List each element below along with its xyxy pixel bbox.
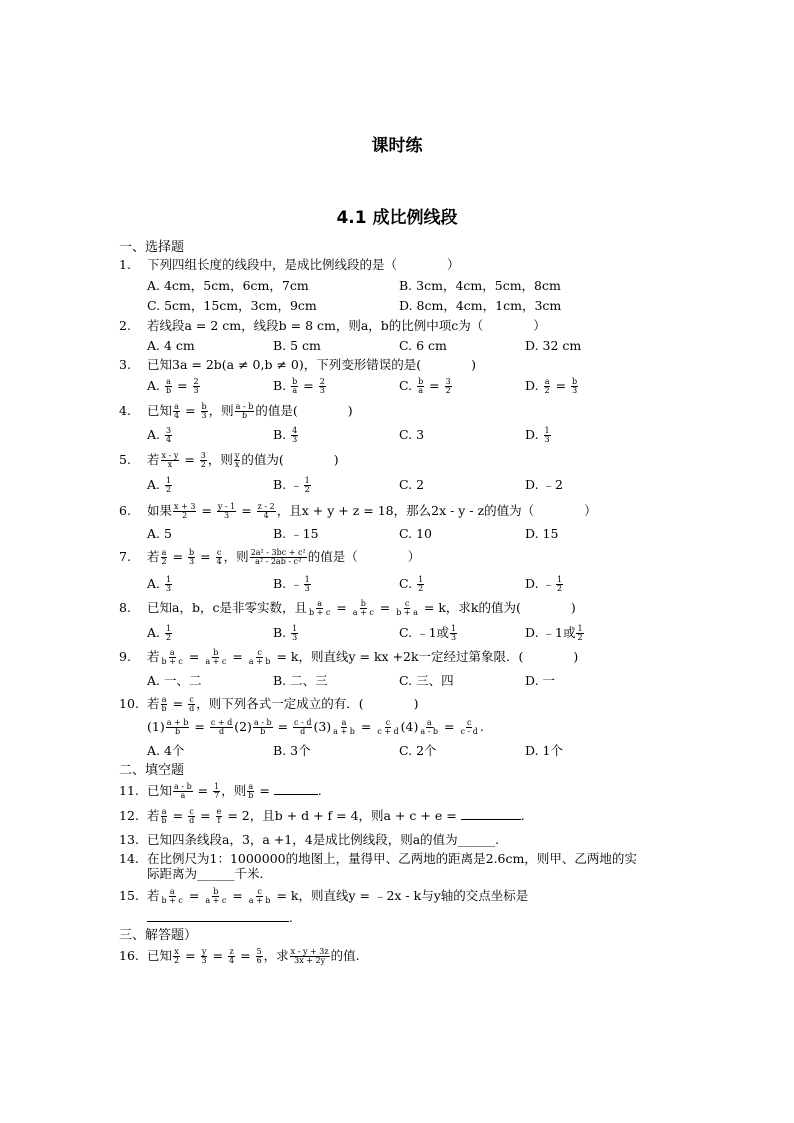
question-number: 10.	[119, 696, 139, 711]
choice-a: A. $\frac{1}{2}$	[147, 476, 172, 494]
section-fill: 二、填空题	[119, 763, 185, 778]
choice-c: C. 10	[399, 526, 432, 541]
choice-a: A. 4个	[147, 743, 185, 758]
choice-c: C. $\frac{b}{a}$ = $\frac{3}{2}$	[399, 377, 451, 395]
question-number: 3.	[119, 357, 131, 372]
choice-d: D. 8cm，4cm，1cm，3cm	[399, 298, 562, 313]
choice-c: C. 6 cm	[399, 338, 447, 353]
choice-c: C. 三、四	[399, 673, 454, 688]
question-number: 14.	[119, 851, 139, 866]
question-number: 8.	[119, 600, 131, 615]
question-stem: 若线段a = 2 cm，线段b = 8 cm，则a，b的比例中项c为（ ）	[147, 318, 546, 333]
question-stem: 若 $\frac{x - y}{x}$ = $\frac{3}{2}$ ，则 $\frac{y}{x}$ 的值为( )	[147, 451, 339, 469]
question-stem: 下列四组长度的线段中，是成比例线段的是（ ）	[147, 257, 460, 272]
question-number: 15.	[119, 888, 139, 903]
question-stem: 已知四条线段a，3，a +1，4是成比例线段，则a的值为______.	[147, 832, 500, 847]
lesson-title: 4.1 成比例线段	[336, 208, 458, 228]
question-number: 2.	[119, 318, 131, 333]
choice-b: B. $\frac{b}{a}$ = $\frac{2}{3}$	[273, 377, 325, 395]
question-stem: 已知 $\frac{a - b}{a}$ = $\frac{1}{7}$ ，则 $\frac{a}{b}$ = .	[147, 782, 322, 800]
question-stem: 若 $\frac{a}{2}$ = $\frac{b}{3}$ = $\frac{c}{4}$ ，则 $\frac{\text{2a² - 3bc + c²}}{\text{a² - 2ab - c²}}$ 的值是（ ）	[147, 548, 421, 566]
question-number: 5.	[119, 452, 131, 467]
choice-d: D. 15	[525, 526, 559, 541]
question-number: 13.	[119, 832, 139, 847]
choice-c: C. ﹣1或 $\frac{1}{3}$	[399, 624, 457, 642]
choice-b: B. 3cm，4cm，5cm，8cm	[399, 278, 561, 293]
choice-b: B. 5 cm	[273, 338, 321, 353]
question-stem: 若 $\frac{a}{b}$ = $\frac{c}{d}$ ，则下列各式一定成立的有．( )	[147, 695, 419, 713]
choice-b: B. $\frac{4}{3}$	[273, 426, 298, 444]
question-stem: 若 $\frac{a}{b + c}$ = $\frac{b}{a + c}$ = $\frac{c}{a + b}$ = k，则直线y = ﹣2x - k与y轴的交点坐标是	[147, 887, 529, 905]
choice-b: B. ﹣ $\frac{1}{3}$	[273, 575, 310, 593]
choice-d: D. $\frac{1}{3}$	[525, 426, 550, 444]
choice-a: A. $\frac{a}{b}$ = $\frac{2}{3}$	[147, 377, 199, 395]
choice-a: A. $\frac{1}{2}$	[147, 624, 172, 642]
choice-d: D. $\frac{a}{2}$ = $\frac{b}{3}$	[525, 377, 578, 395]
choice-d: D. ﹣1或 $\frac{1}{2}$	[525, 624, 583, 642]
question-number: 11.	[119, 783, 139, 798]
question-stem: 已知3a = 2b(a ≠ 0,b ≠ 0)，下列变形错误的是( )	[147, 357, 476, 372]
choice-c: C. 3	[399, 427, 425, 442]
question-stem: 若 $\frac{a}{b}$ = $\frac{c}{d}$ = $\frac{e}{f}$ = 2，且b + d + f = 4，则a + c + e = .	[147, 807, 525, 825]
choice-a: A. 5	[147, 526, 172, 541]
choice-d: D. ﹣ $\frac{1}{2}$	[525, 575, 563, 593]
choice-b: B. 3个	[273, 743, 311, 758]
question-stem: 已知 $\frac{a}{4}$ = $\frac{b}{3}$ ，则 $\frac{a - b}{b}$ 的值是( )	[147, 402, 353, 420]
choice-b: B. ﹣ $\frac{1}{2}$	[273, 476, 310, 494]
question-number: 16.	[119, 948, 139, 963]
choice-d: D. 1个	[525, 743, 563, 758]
choice-a: A. 4 cm	[147, 338, 195, 353]
question-number: 1.	[119, 257, 131, 272]
page-title: 课时练	[371, 136, 423, 156]
question-number: 7.	[119, 549, 131, 564]
question-stem: 若 $\frac{a}{b + c}$ = $\frac{b}{a + c}$ = $\frac{c}{a + b}$ = k，则直线y = kx +2k一定经过第象限．( )	[147, 648, 579, 666]
question-number: 4.	[119, 403, 131, 418]
section-answer: 三、解答题）	[119, 928, 198, 943]
section-choice: 一、选择题	[119, 240, 185, 255]
choice-c: C. $\frac{1}{2}$	[399, 575, 424, 593]
answer-blank: .	[147, 910, 293, 926]
choice-a: A. 一、二	[147, 673, 202, 688]
choice-a: A. 4cm，5cm，6cm，7cm	[147, 278, 309, 293]
choice-a: A. $\frac{1}{3}$	[147, 575, 172, 593]
question-10-statements: (1) $\frac{a + b}{b}$ = $\frac{c + d}{d}$ (2) $\frac{a - b}{b}$ = $\frac{c - d}{d}$ (3) $\frac{a}{a + b}$ = $\frac{c}{c + d}$ (4) $\frac{a}{a - b}$ = $\frac{c}{c - d}$ .	[147, 718, 484, 736]
question-number: 12.	[119, 808, 139, 823]
choice-b: B. ﹣15	[273, 526, 319, 541]
choice-d: D. 32 cm	[525, 338, 582, 353]
choice-c: C. 2	[399, 477, 425, 492]
question-stem: 已知a，b，c是非零实数，且 $\frac{a}{b + c}$ = $\frac{b}{a + c}$ = $\frac{c}{b + a}$ = k，求k的值为( )	[147, 599, 576, 617]
question-number: 9.	[119, 649, 131, 664]
question-stem: 如果 $\frac{x + 3}{2}$ = $\frac{y - 1}{3}$ = $\frac{z - 2}{4}$ ，且x + y + z = 18，那么2x - y - z的值为（ ）	[147, 502, 597, 520]
choice-b: B. 二、三	[273, 673, 328, 688]
question-number: 6.	[119, 503, 131, 518]
choice-d: D. ﹣2	[525, 477, 563, 492]
choice-c: C. 2个	[399, 743, 437, 758]
choice-c: C. 5cm，15cm，3cm，9cm	[147, 298, 317, 313]
choice-a: A. $\frac{3}{4}$	[147, 426, 172, 444]
choice-d: D. 一	[525, 673, 556, 688]
question-stem: 在比例尺为1：1000000的地图上，量得甲、乙两地的距离是2.6cm，则甲、乙两地的实	[147, 851, 637, 866]
question-stem: 已知 $\frac{x}{2}$ = $\frac{y}{3}$ = $\frac{z}{4}$ = $\frac{5}{6}$ ，求 $\frac{x - y + 3z}{3x + 2y}$ 的值.	[147, 947, 360, 965]
choice-b: B. $\frac{1}{3}$	[273, 624, 298, 642]
question-14-continued: 际距离为______千米.	[147, 866, 264, 881]
